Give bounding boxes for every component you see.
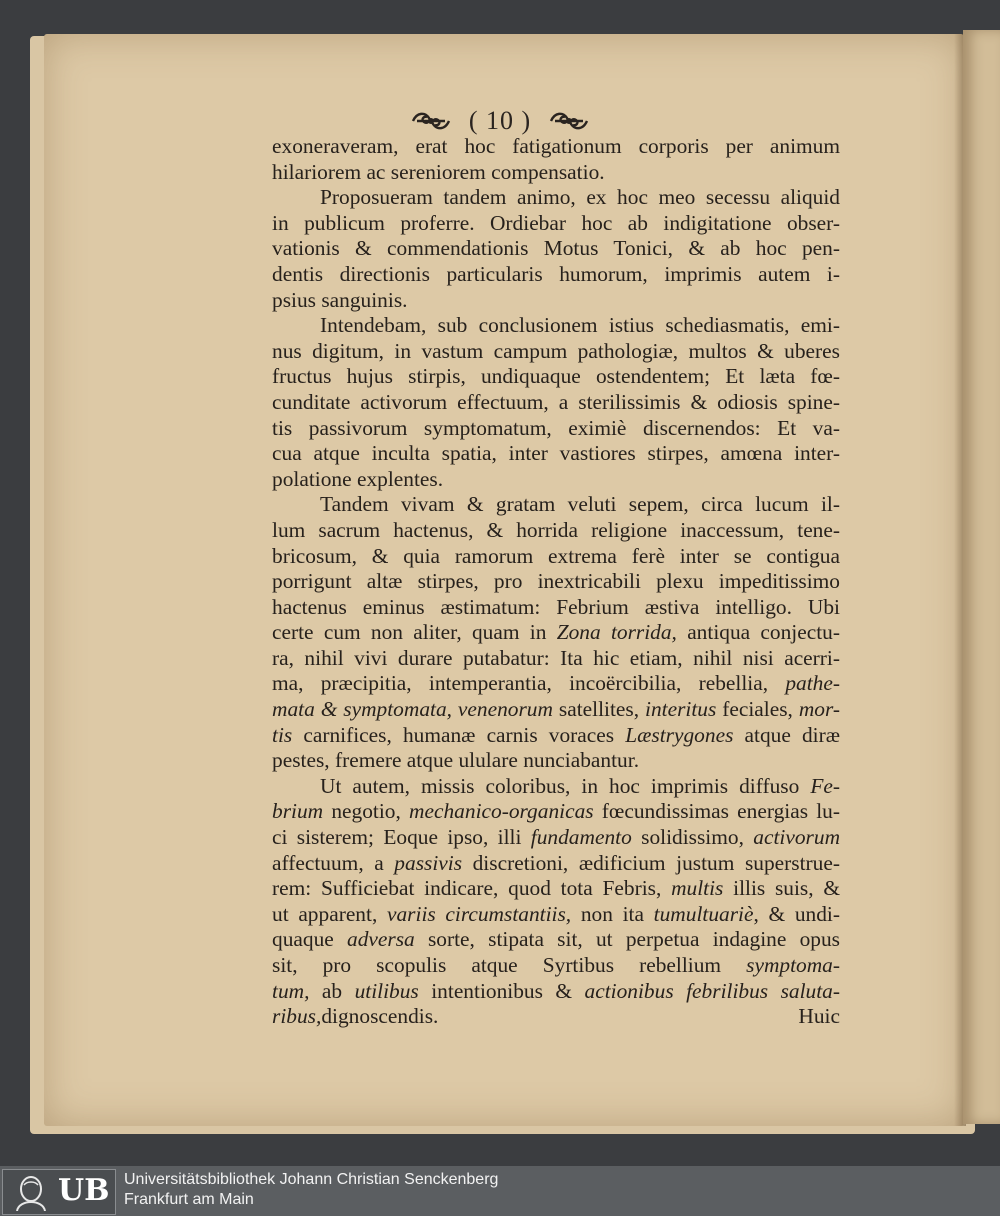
- text-line: ma, præcipitia, intemperantia, incoërcibilia, rebellia, pathe-: [272, 671, 840, 696]
- text-line: fructus hujus stirpis, undiquaque ostendentem; Et læta fœ-: [272, 364, 840, 389]
- text-line: quaque adversa sorte, stipata sit, ut perpetua indagine opus: [272, 927, 840, 952]
- text-line: hactenus eminus æstimatum: Febrium æstiva intelligo. Ubi: [272, 594, 840, 619]
- text-line: Intendebam, sub conclusionem istius schediasmatis, emi-: [320, 313, 840, 338]
- portrait-logo-icon: [9, 1173, 53, 1211]
- text-line: vationis & commendationis Motus Tonici, & ab hoc pen-: [272, 236, 840, 261]
- text-line: sit, pro scopulis atque Syrtibus rebellium symptoma-: [272, 953, 840, 977]
- text-line: tis carnifices, humanæ carnis voraces Læstrygones atque diræ: [272, 722, 840, 747]
- text-line: Tandem vivam & gratam veluti sepem, circa lucum il-: [320, 492, 840, 517]
- text-line: ra, nihil vivi durare putabatur: Ita hic etiam, nihil nisi acerri-: [272, 645, 840, 670]
- text-line: hilariorem ac sereniorem compensatio.: [272, 159, 605, 184]
- text-line: psius sanguinis.: [272, 287, 408, 312]
- text-line: lum sacrum hactenus, & horrida religione inaccessum, tene-: [272, 517, 840, 542]
- text-line: cua atque inculta spatia, inter vastiores stirpes, amœna inter-: [272, 441, 840, 466]
- text-line: porrigunt altæ stirpes, pro inextricabili plexu impeditissimo: [272, 569, 840, 594]
- logo-text: UB: [58, 1173, 110, 1208]
- library-location: Frankfurt am Main: [124, 1191, 254, 1208]
- text-line: Proposueram tandem animo, ex hoc meo secessu aliquid: [320, 185, 840, 210]
- text-line: affectuum, a passivis discretioni, ædificium justum superstrue-: [272, 850, 840, 875]
- text-line: mata & symptomata, venenorum satellites, interitus feciales, mor-: [272, 697, 841, 722]
- text-line: cunditate activorum effectuum, a sterilissimis & odiosis spine-: [272, 389, 840, 414]
- right-ornament-icon: [549, 110, 589, 132]
- body-text: [272, 134, 840, 1030]
- page-number: ( 10 ): [468, 106, 532, 136]
- text-line: certe cum non aliter, quam in Zona torrida, antiqua conjectu-: [272, 620, 840, 645]
- text-line: brium negotio, mechanico-organicas fœcundissimas energias lu-: [272, 799, 840, 824]
- text-line: pestes, fremere atque ululare nunciabantur.: [272, 748, 640, 773]
- text-line: in publicum proferre. Ordiebar hoc ab indigitatione obser-: [272, 210, 840, 235]
- library-name: Universitätsbibliothek Johann Christian Senckenberg: [124, 1171, 499, 1188]
- text-line: rem: Sufficiebat indicare, quod tota Febris, multis illis suis, &: [272, 876, 840, 901]
- text-line: exoneraveram, erat hoc fatigationum corporis per animum: [272, 134, 840, 158]
- text-line: polatione explentes.: [272, 466, 444, 491]
- text-line: bricosum, & quia ramorum extrema ferè inter se contigua: [272, 543, 840, 568]
- text-line: Ut autem, missis coloribus, in hoc imprimis diffuso Fe-: [320, 773, 840, 798]
- text-line: tum, ab utilibus intentionibus & actionibus febrilibus saluta-: [272, 978, 840, 1003]
- page-header: [0, 104, 1000, 136]
- catchword: Huic: [798, 1004, 840, 1029]
- text-line: ut apparent, variis circumstantiis, non ita tumultuariè, & undi-: [272, 901, 840, 926]
- text-line: tis passivorum symptomatum, eximiè discernendos: Et va-: [272, 415, 840, 440]
- text-line: ci sisterem; Eoque ipso, illi fundamento solidissimo, activorum: [272, 825, 841, 850]
- left-ornament-icon: [411, 110, 451, 132]
- text-line: nus digitum, in vastum campum pathologiæ, multos & uberes: [272, 338, 840, 363]
- text-line: dentis directionis particularis humorum, imprimis autem i-: [272, 261, 840, 286]
- facing-page-edge: [963, 30, 1000, 1124]
- text-line: ribus,dignoscendis. Huic: [272, 1004, 840, 1029]
